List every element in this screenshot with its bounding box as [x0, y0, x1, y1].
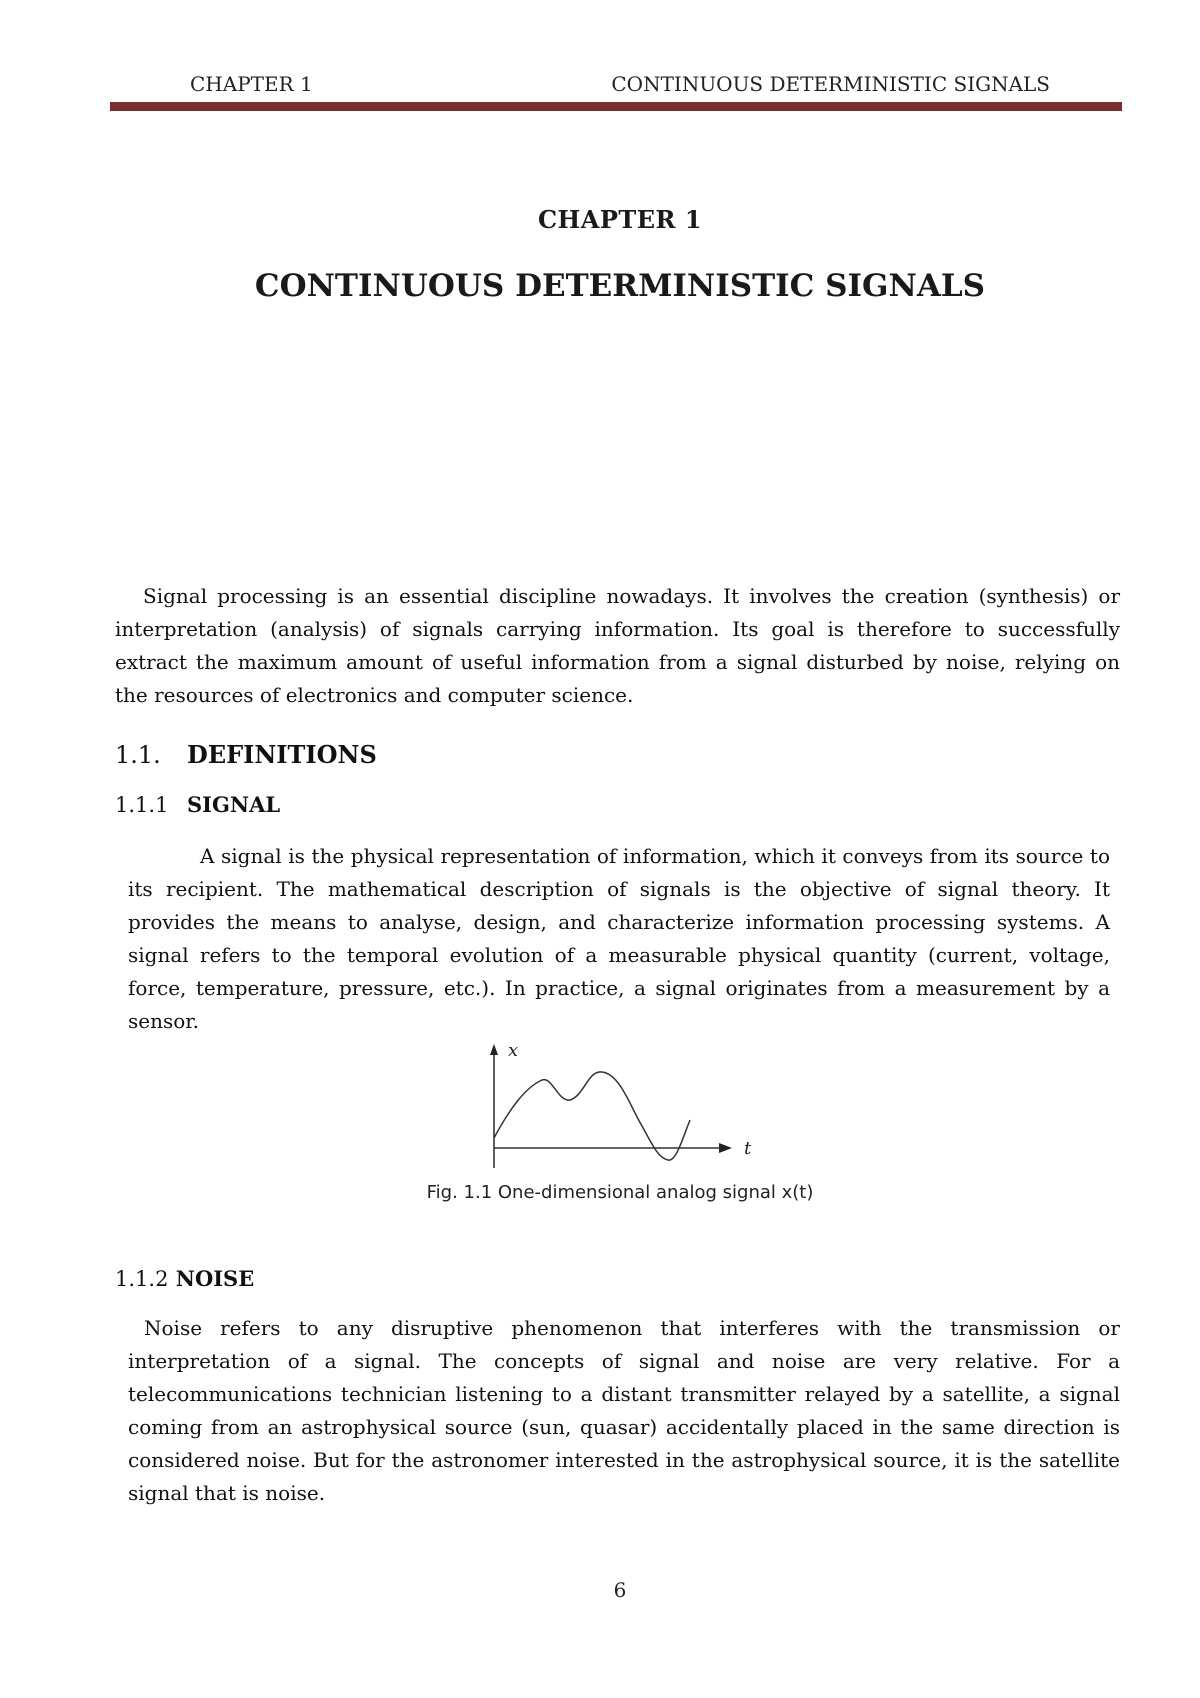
subsection-heading-signal	[115, 792, 280, 817]
chapter-label: CHAPTER 1	[537, 205, 703, 234]
subsection-number: 1.1.1	[115, 793, 169, 817]
chapter-title: CONTINUOUS DETERMINISTIC SIGNALS	[254, 268, 986, 304]
noise-paragraph: Noise refers to any disruptive phenomenon that interferes with the transmission or interpretation of a signal. The concepts of signal and noise are very relative. For a telecommunications technician listening to a distant transmitter relayed by a satellite, a signal coming from an astrophysical source (sun, quasar) accidentally placed in the same direction is considered noise. But for the astronomer interested in the astrophysical source, it is the satellite signal that is noise.	[128, 1316, 1120, 1505]
section-title: DEFINITIONS	[187, 740, 377, 769]
running-header-left: CHAPTER 1	[190, 72, 313, 96]
header-rule	[110, 102, 1122, 111]
figure-analog-signal	[480, 1040, 770, 1180]
subsection-title: NOISE	[175, 1266, 255, 1291]
y-axis-label: x	[508, 1040, 519, 1061]
section-heading-definitions	[115, 740, 377, 769]
section-number: 1.1.	[115, 741, 161, 769]
x-axis-label: t	[744, 1138, 752, 1159]
subsection-title: SIGNAL	[187, 792, 281, 817]
signal-curve	[494, 1072, 690, 1160]
figure-caption: Fig. 1.1 One-dimensional analog signal x(t)	[426, 1182, 814, 1203]
page-number: 6	[613, 1578, 627, 1602]
running-header-right: CONTINUOUS DETERMINISTIC SIGNALS	[611, 72, 1050, 96]
running-header	[190, 72, 1050, 102]
intro-paragraph: Signal processing is an essential discipline nowadays. It involves the creation (synthesis) or interpretation (analysis) of signals carrying information. Its goal is therefore to successfully extract the maximum amount of useful information from a signal disturbed by noise, relying on the resources of electronics and computer science.	[115, 584, 1120, 707]
subsection-heading-noise	[115, 1266, 254, 1291]
y-axis-arrow-icon	[490, 1044, 498, 1055]
subsection-number: 1.1.2	[115, 1267, 169, 1291]
signal-paragraph: A signal is the physical representation of information, which it conveys from its source to its recipient. The mathematical description of signals is the objective of signal theory. It provides the means to analyse, design, and characterize information processing systems. A signal refers to the temporal evolution of a measurable physical quantity (current, voltage, force, temperature, pressure, etc.). In practice, a signal originates from a measurement by a sensor.	[128, 844, 1110, 1033]
x-axis-arrow-icon	[719, 1143, 732, 1153]
signal-plot	[480, 1040, 770, 1180]
